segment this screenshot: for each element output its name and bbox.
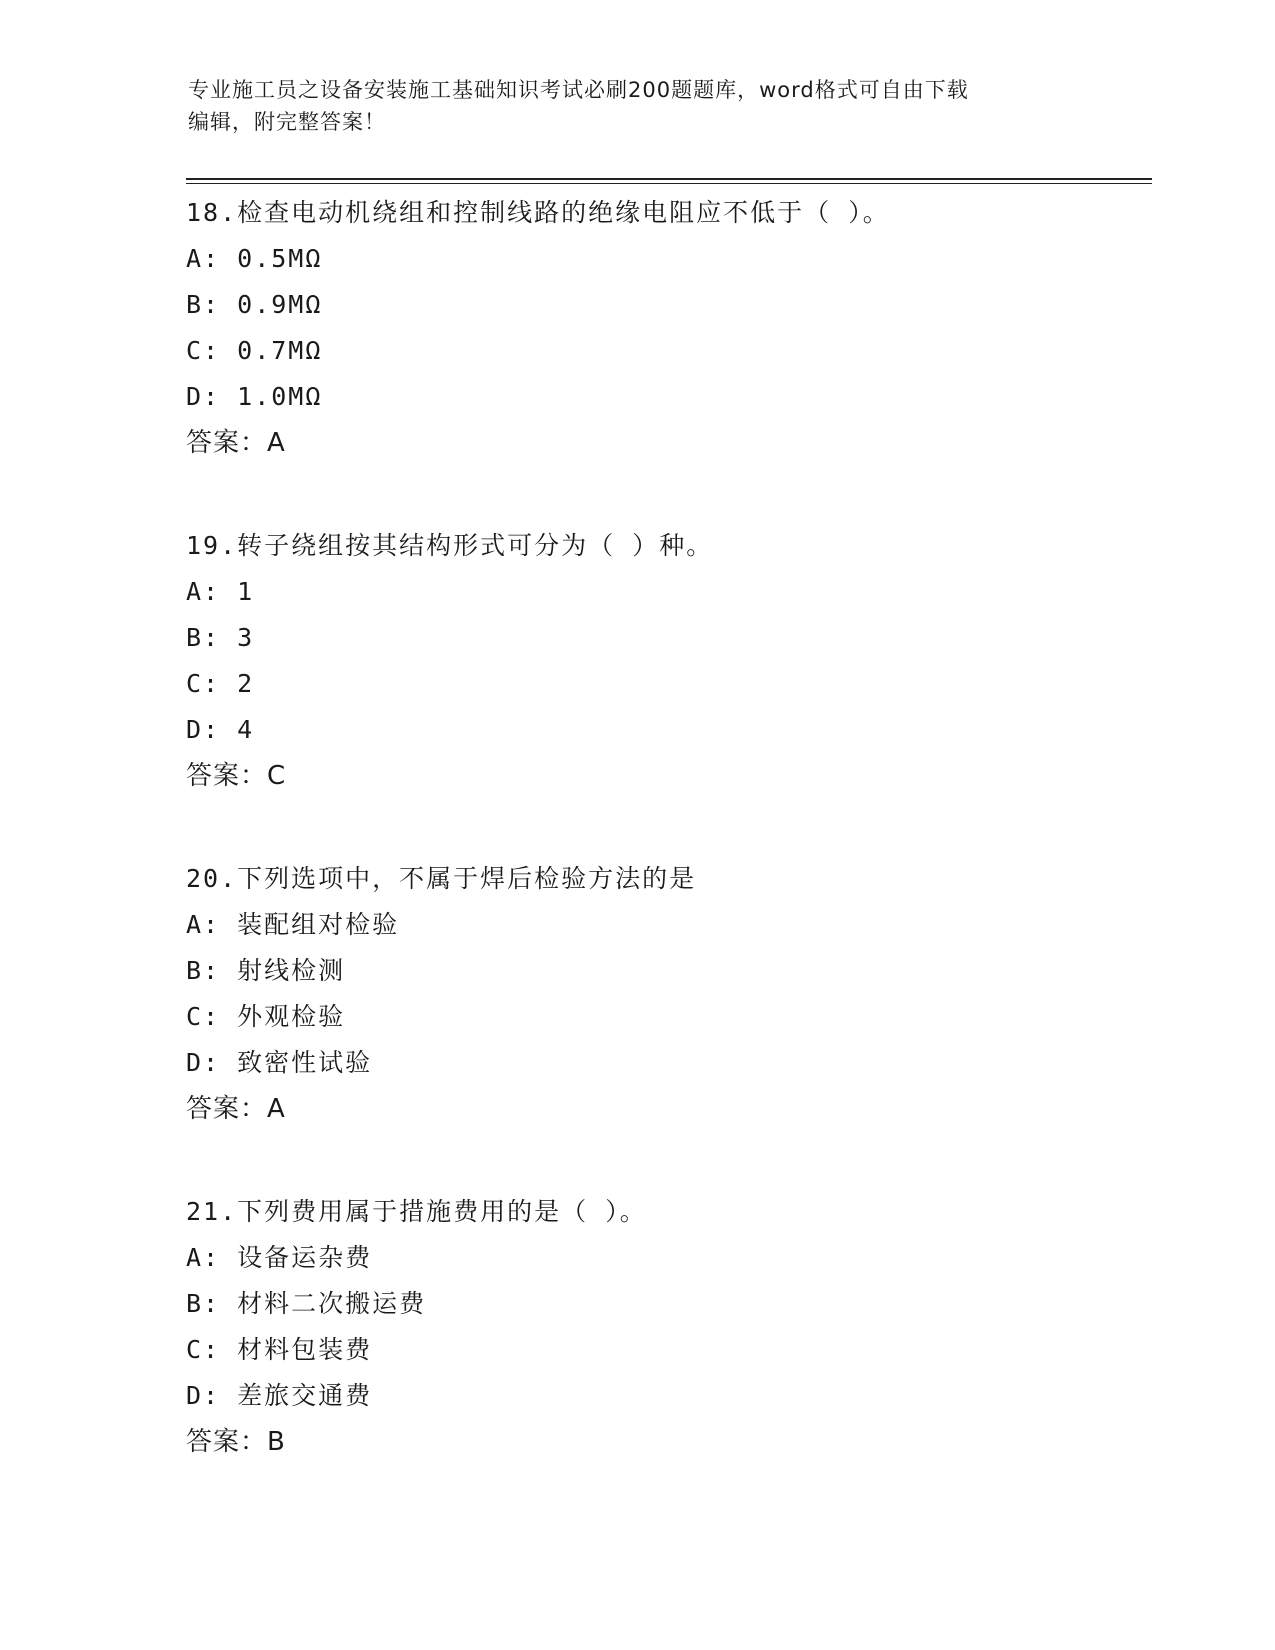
question-21 — [186, 1189, 1146, 1465]
option-b: B: 材料二次搬运费 — [186, 1289, 427, 1318]
header-title-line-2: 编辑，附完整答案！ — [188, 110, 386, 134]
option-d: D: 4 — [186, 715, 255, 744]
answer-label: 答案：B — [186, 1427, 286, 1457]
question-stem: 19.转子绕组按其结构形式可分为（ ）种。 — [186, 531, 714, 560]
option-a: A: 0.5MΩ — [186, 244, 323, 273]
option-c: C: 0.7MΩ — [186, 336, 323, 365]
question-list — [186, 190, 1146, 1465]
header-divider-thick — [186, 178, 1152, 180]
option-b: B: 射线检测 — [186, 956, 346, 985]
option-d: D: 1.0MΩ — [186, 382, 323, 411]
option-c: C: 材料包装费 — [186, 1335, 373, 1364]
header-divider-thin — [186, 183, 1152, 184]
question-20 — [186, 856, 1146, 1132]
option-c: C: 外观检验 — [186, 1002, 346, 1031]
answer-label: 答案：A — [186, 428, 286, 458]
question-18 — [186, 190, 1146, 466]
answer-label: 答案：C — [186, 761, 287, 791]
option-b: B: 3 — [186, 623, 255, 652]
document-header — [188, 74, 1088, 138]
question-19 — [186, 523, 1146, 799]
option-a: A: 设备运杂费 — [186, 1243, 373, 1272]
question-stem: 21.下列费用属于措施费用的是（ ）。 — [186, 1197, 647, 1226]
question-stem: 20.下列选项中，不属于焊后检验方法的是 — [186, 864, 697, 893]
question-stem: 18.检查电动机绕组和控制线路的绝缘电阻应不低于（ ）。 — [186, 198, 890, 227]
answer-label: 答案：A — [186, 1094, 286, 1124]
option-c: C: 2 — [186, 669, 255, 698]
option-b: B: 0.9MΩ — [186, 290, 323, 319]
option-a: A: 装配组对检验 — [186, 910, 400, 939]
option-d: D: 致密性试验 — [186, 1048, 373, 1077]
option-d: D: 差旅交通费 — [186, 1381, 373, 1410]
option-a: A: 1 — [186, 577, 255, 606]
header-title-line-1: 专业施工员之设备安装施工基础知识考试必刷200题题库，word格式可自由下载 — [188, 78, 969, 102]
